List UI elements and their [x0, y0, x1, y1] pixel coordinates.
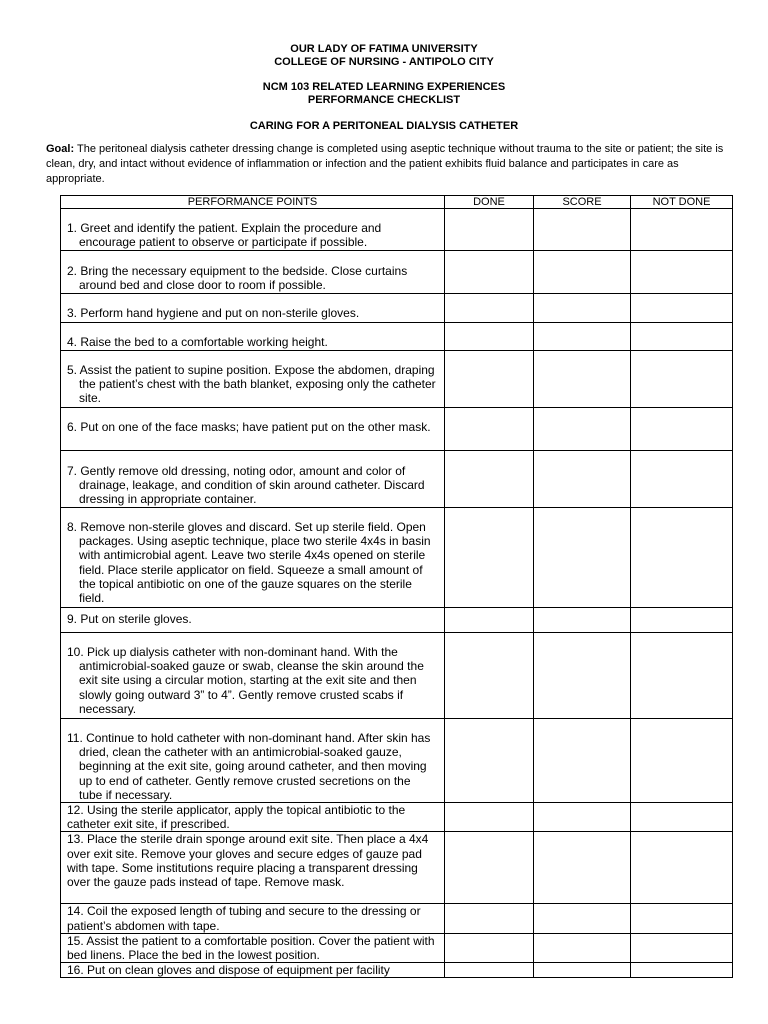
table-row [61, 294, 733, 323]
score-cell[interactable] [534, 608, 631, 633]
step-text: 15. Assist the patient to a comfortable position. Cover the patient with bed linens. Place the bed in the lowest position. [67, 933, 435, 963]
table-row [61, 608, 733, 633]
done-cell[interactable] [445, 408, 534, 451]
step-cell [61, 633, 445, 719]
step-text: 8. Remove non-sterile gloves and discard. Set up sterile field. Open packages. Using aseptic technique, place two sterile 4x4s in basin with antimicrobial agent. Leave two sterile 4x4s opened on sterile field. Place sterile applicator on field. Squeeze a small amount of the topical antibiotic on one of the gauze squares on the sterile field. [67, 520, 431, 606]
goal-statement [46, 142, 726, 187]
table-row [61, 351, 733, 408]
not-done-cell[interactable] [631, 251, 733, 294]
step-text: 14. Coil the exposed length of tubing and secure to the dressing or patient’s abdomen with tape. [67, 904, 421, 933]
score-cell[interactable] [534, 633, 631, 719]
step-cell [61, 719, 445, 803]
table-header-row [61, 196, 733, 209]
score-cell[interactable] [534, 323, 631, 351]
col-header-performance-points: PERFORMANCE POINTS [61, 196, 445, 209]
table-row [61, 451, 733, 508]
score-cell[interactable] [534, 351, 631, 408]
done-cell[interactable] [445, 294, 534, 323]
done-cell[interactable] [445, 904, 534, 933]
step-text: 12. Using the sterile applicator, apply the topical antibiotic to the catheter exit site, if prescribed. [67, 803, 406, 832]
done-cell[interactable] [445, 351, 534, 408]
done-cell[interactable] [445, 451, 534, 508]
step-text: 6. Put on one of the face masks; have patient put on the other mask. [67, 420, 431, 434]
done-cell[interactable] [445, 832, 534, 904]
step-text: 5. Assist the patient to supine position. Expose the abdomen, draping the patient’s chest with the bath blanket, exposing only the catheter site. [67, 363, 436, 406]
not-done-cell[interactable] [631, 209, 733, 251]
step-cell [61, 904, 445, 933]
table-row [61, 209, 733, 251]
done-cell[interactable] [445, 608, 534, 633]
not-done-cell[interactable] [631, 508, 733, 608]
checklist-title: PERFORMANCE CHECKLIST [307, 94, 461, 106]
not-done-cell[interactable] [631, 408, 733, 451]
step-cell [61, 451, 445, 508]
step-text: 10. Pick up dialysis catheter with non-dominant hand. With the antimicrobial-soaked gauze or swab, cleanse the skin around the exit site using a circular motion, starting at the exit site and then slowly going outward 3” to 4”. Gently remove crusted scabs if necessary. [67, 645, 424, 716]
score-cell[interactable] [534, 408, 631, 451]
score-cell[interactable] [534, 251, 631, 294]
done-cell[interactable] [445, 209, 534, 251]
step-cell [61, 933, 445, 962]
goal-text: The peritoneal dialysis catheter dressing change is completed using aseptic technique without trauma to the site or patient; the site is clean, dry, and intact without evidence of inflammation or infection and the patient exhibits fluid balance and participates in care as appropriate. [46, 143, 724, 185]
score-cell[interactable] [534, 933, 631, 962]
score-cell[interactable] [534, 719, 631, 803]
score-cell[interactable] [534, 508, 631, 608]
step-text: 7. Gently remove old dressing, noting odor, amount and color of drainage, leakage, and condition of skin around catheter. Discard dressing in appropriate container. [67, 464, 425, 507]
done-cell[interactable] [445, 719, 534, 803]
col-header-done: DONE [445, 196, 534, 209]
university-name: OUR LADY OF FATIMA UNIVERSITY [290, 43, 478, 55]
col-header-score: SCORE [534, 196, 631, 209]
step-text: 2. Bring the necessary equipment to the bedside. Close curtains around bed and close door to room if possible. [67, 264, 408, 293]
table-row [61, 832, 733, 904]
not-done-cell[interactable] [631, 719, 733, 803]
step-cell [61, 408, 445, 451]
done-cell[interactable] [445, 508, 534, 608]
done-cell[interactable] [445, 963, 534, 978]
step-text: 11. Continue to hold catheter with non-dominant hand. After skin has dried, clean the catheter with an antimicrobial-soaked gauze, beginning at the exit site, going around catheter, and then moving up to end of catheter. Gently remove crusted secretions on the tube if necessary. [67, 731, 431, 802]
score-cell[interactable] [534, 209, 631, 251]
score-cell[interactable] [534, 803, 631, 832]
step-text: 1. Greet and identify the patient. Explain the procedure and encourage patient to observe or participate if possible. [67, 221, 382, 250]
table-row [61, 251, 733, 294]
table-row [61, 633, 733, 719]
not-done-cell[interactable] [631, 451, 733, 508]
table-row [61, 803, 733, 832]
college-name: COLLEGE OF NURSING - ANTIPOLO CITY [274, 56, 494, 68]
not-done-cell[interactable] [631, 832, 733, 904]
table-row [61, 323, 733, 351]
not-done-cell[interactable] [631, 904, 733, 933]
done-cell[interactable] [445, 803, 534, 832]
score-cell[interactable] [534, 904, 631, 933]
step-text: 9. Put on sterile gloves. [67, 612, 192, 626]
score-cell[interactable] [534, 294, 631, 323]
step-text: 16. Put on clean gloves and dispose of equipment per facility [67, 963, 390, 978]
step-cell [61, 294, 445, 323]
score-cell[interactable] [534, 832, 631, 904]
not-done-cell[interactable] [631, 803, 733, 832]
not-done-cell[interactable] [631, 963, 733, 978]
table-row [61, 408, 733, 451]
table-row [61, 933, 733, 962]
performance-checklist-table [60, 195, 733, 978]
done-cell[interactable] [445, 323, 534, 351]
not-done-cell[interactable] [631, 633, 733, 719]
step-cell [61, 209, 445, 251]
step-text: 13. Place the sterile drain sponge around exit site. Then place a 4x4 over exit site. Remove your gloves and secure edges of gauze pad with tape. Some institutions require placing a transparent dressing over the gauze pads instead of tape. Remove mask. [67, 832, 429, 890]
step-cell [61, 323, 445, 351]
not-done-cell[interactable] [631, 933, 733, 962]
step-cell [61, 608, 445, 633]
table-row [61, 904, 733, 933]
table-row [61, 508, 733, 608]
not-done-cell[interactable] [631, 351, 733, 408]
done-cell[interactable] [445, 933, 534, 962]
step-cell [61, 351, 445, 408]
col-header-not-done: NOT DONE [631, 196, 733, 209]
not-done-cell[interactable] [631, 294, 733, 323]
step-cell [61, 963, 445, 978]
step-text: 3. Perform hand hygiene and put on non-sterile gloves. [67, 306, 360, 320]
score-cell[interactable] [534, 963, 631, 978]
table-row [61, 963, 733, 978]
step-cell [61, 251, 445, 294]
done-cell[interactable] [445, 633, 534, 719]
goal-label: Goal: [46, 143, 75, 155]
step-cell [61, 832, 445, 904]
table-row [61, 719, 733, 803]
not-done-cell[interactable] [631, 608, 733, 633]
step-cell [61, 803, 445, 832]
done-cell[interactable] [445, 251, 534, 294]
step-text: 4. Raise the bed to a comfortable working height. [67, 335, 328, 349]
procedure-title: CARING FOR A PERITONEAL DIALYSIS CATHETER [249, 120, 519, 132]
course-title: NCM 103 RELATED LEARNING EXPERIENCES [262, 81, 506, 93]
not-done-cell[interactable] [631, 323, 733, 351]
step-cell [61, 508, 445, 608]
score-cell[interactable] [534, 451, 631, 508]
